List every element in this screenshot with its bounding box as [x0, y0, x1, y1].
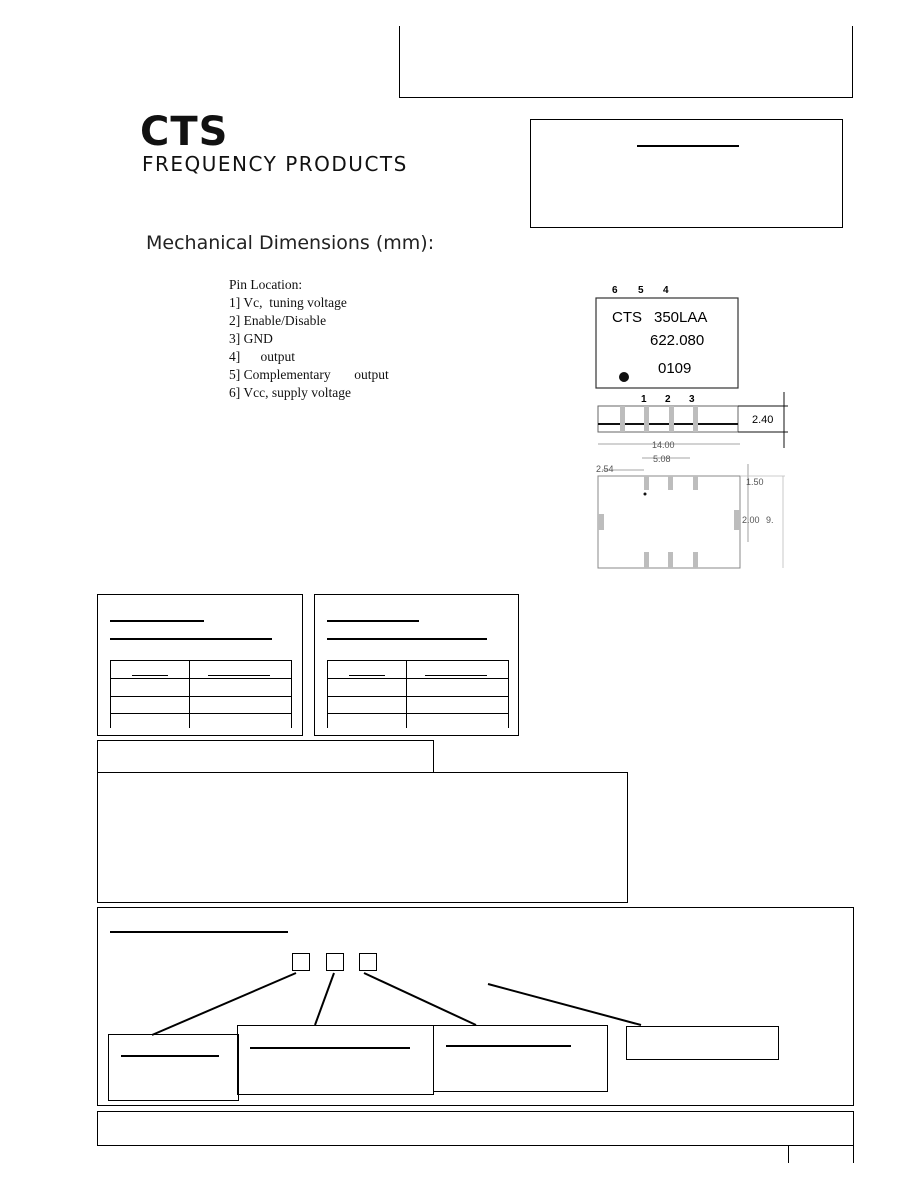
code-detail-box-3 [433, 1025, 608, 1092]
pin-location-heading: Pin Location: [229, 277, 303, 292]
table-row-line [110, 713, 292, 714]
table-row-line [327, 713, 509, 714]
table-col-divider [327, 660, 328, 728]
table-box-title-line [110, 620, 204, 622]
notes-box [97, 772, 628, 903]
code-detail-title-line [446, 1045, 571, 1047]
dim-pitch: 2.54 [596, 464, 614, 474]
footer-page-box [788, 1145, 854, 1163]
table-col-divider [508, 660, 509, 728]
pad [693, 406, 698, 432]
header-box [399, 26, 853, 98]
pin-item: 3] GND [229, 331, 273, 346]
info-box [530, 119, 843, 228]
pin-number: 1 [641, 394, 647, 405]
pad [644, 476, 649, 490]
table-header-line [327, 660, 509, 661]
pad [620, 406, 625, 432]
logo-wordmark: CTS [140, 109, 229, 155]
pin-item: 1] Vc, tuning voltage [229, 295, 347, 310]
table-box-subtitle-line [110, 638, 272, 640]
pin-item: 4] output [229, 349, 295, 364]
table-header-line [110, 660, 292, 661]
table-box-title-line [327, 620, 419, 622]
table-box-subtitle-line [327, 638, 487, 640]
pin-number: 6 [612, 285, 618, 296]
pin-location-list [229, 276, 389, 402]
pad [668, 552, 673, 568]
table-cell-underline [349, 675, 385, 676]
pad [598, 514, 604, 530]
table-cell-underline [208, 675, 270, 676]
marking-line2: 622.080 [650, 332, 705, 349]
pin-number: 3 [689, 394, 695, 405]
dim-pin-spacing: 5.08 [653, 454, 671, 464]
code-detail-box-4 [626, 1026, 779, 1060]
code-detail-box-2 [237, 1025, 434, 1095]
code-detail-box-1 [108, 1034, 239, 1101]
notes-header-box [97, 740, 434, 773]
dim-side-extra: 9. [766, 515, 774, 525]
dim-side-pitch: 2.00 [742, 515, 760, 525]
pad [669, 406, 674, 432]
pin1-dot [619, 372, 629, 382]
table-box-right [314, 594, 519, 736]
code-detail-title-line [121, 1055, 219, 1057]
pin-number: 5 [638, 285, 644, 296]
marking-line3: 0109 [658, 360, 692, 377]
table-row-line [110, 696, 292, 697]
table-cell-underline [425, 675, 487, 676]
table-row-line [110, 678, 292, 679]
table-col-divider [291, 660, 292, 728]
pad [644, 552, 649, 568]
pad [693, 476, 698, 490]
package-side-view [598, 406, 738, 432]
table-cell-underline [132, 675, 168, 676]
pin-item: 6] Vcc, supply voltage [229, 385, 351, 400]
code-detail-title-line [250, 1047, 410, 1049]
dim-edge-offset: 1.50 [746, 477, 764, 487]
table-row-line [327, 696, 509, 697]
logo-subtitle: FREQUENCY PRODUCTS [142, 152, 408, 176]
table-col-divider [189, 660, 190, 728]
company-logo [140, 109, 480, 176]
dim-length: 14.00 [652, 440, 675, 450]
mechanical-drawing [590, 278, 795, 573]
pad [693, 552, 698, 568]
pin-item: 2] Enable/Disable [229, 313, 327, 328]
table-row-line [327, 678, 509, 679]
pad [644, 406, 649, 432]
pad [734, 510, 740, 530]
marking-line1-right: 350LAA [654, 309, 708, 326]
table-col-divider [406, 660, 407, 728]
table-col-divider [110, 660, 111, 728]
info-box-title-line [637, 145, 739, 147]
marking-line1-left: CTS [612, 309, 642, 326]
ordering-box [97, 907, 854, 1106]
dim-height: 2.40 [752, 414, 774, 426]
pin1-marker [644, 493, 647, 496]
table-box-left [97, 594, 303, 736]
section-title: Mechanical Dimensions (mm): [146, 232, 435, 254]
pin-item: 5] Complementary output [229, 367, 389, 382]
footer-box [97, 1111, 854, 1146]
pin-number: 2 [665, 394, 671, 405]
pad [668, 476, 673, 490]
pin-number: 4 [663, 285, 669, 296]
